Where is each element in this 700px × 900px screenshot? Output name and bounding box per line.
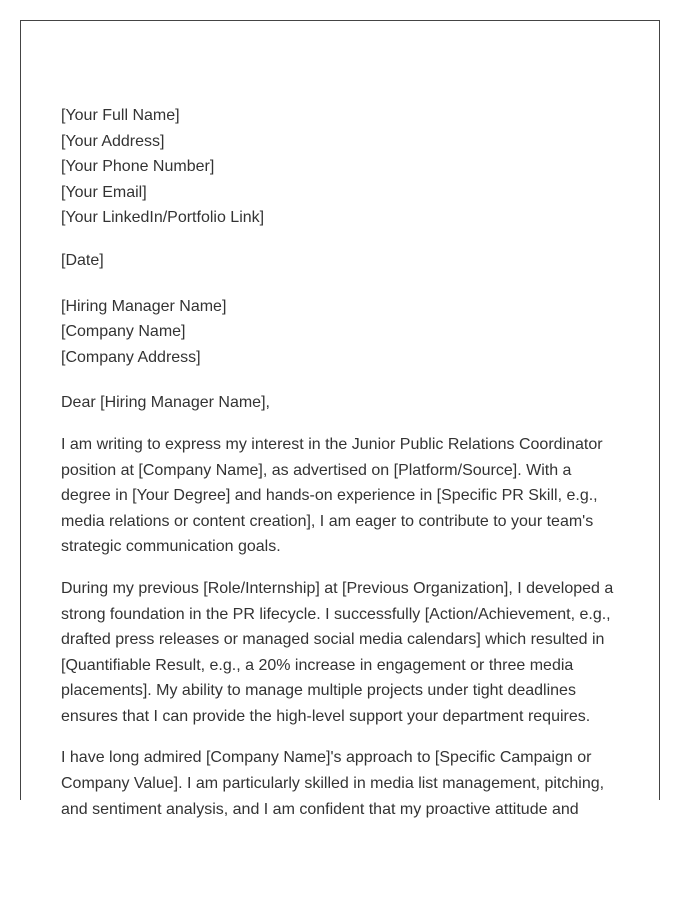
letter-content xyxy=(61,103,621,838)
sender-portfolio-link: [Your LinkedIn/Portfolio Link] xyxy=(61,209,265,227)
recipient-name: [Hiring Manager Name] xyxy=(61,297,227,315)
body-paragraph-experience: During my previous [Role/Internship] at [Previous Organization], I developed a strong foundation in the PR lifecycle. I successfully [Action/Achievement, e.g., drafted press releases or managed social media calendars] which resulted in [Quantifiable Result, e.g., a 20% increase in engagement or three media placements]. My ability to manage multiple projects under tight deadlines ensures that I can provide the high-level support your department requires. xyxy=(61,579,614,725)
salutation: Dear [Hiring Manager Name], xyxy=(61,394,270,412)
recipient-address: [Company Address] xyxy=(61,348,201,366)
body-paragraph-intro: I am writing to express my interest in the Junior Public Relations Coordinator position at [Company Name], as advertised on [Platform/Source]. With a degree in [Your Degree] and hands-on experience in [Specific PR Skill, e.g., media relations or content creation], I am eager to contribute to your team's strategic communication goals. xyxy=(61,435,603,556)
sender-address: [Your Address] xyxy=(61,132,165,150)
sender-email: [Your Email] xyxy=(61,183,147,201)
recipient-company: [Company Name] xyxy=(61,323,186,341)
sender-block xyxy=(61,103,621,231)
recipient-block xyxy=(61,294,621,371)
letter-page xyxy=(20,20,660,818)
sender-name: [Your Full Name] xyxy=(61,107,180,124)
sender-phone: [Your Phone Number] xyxy=(61,158,215,176)
body-paragraph-company-fit: I have long admired [Company Name]'s approach to [Specific Campaign or Company Value]. I am particularly skilled in media list management, pitching, and sentiment analysis, and I am confident that my proactive attitude and xyxy=(61,749,605,818)
letter-date: [Date] xyxy=(61,251,104,269)
